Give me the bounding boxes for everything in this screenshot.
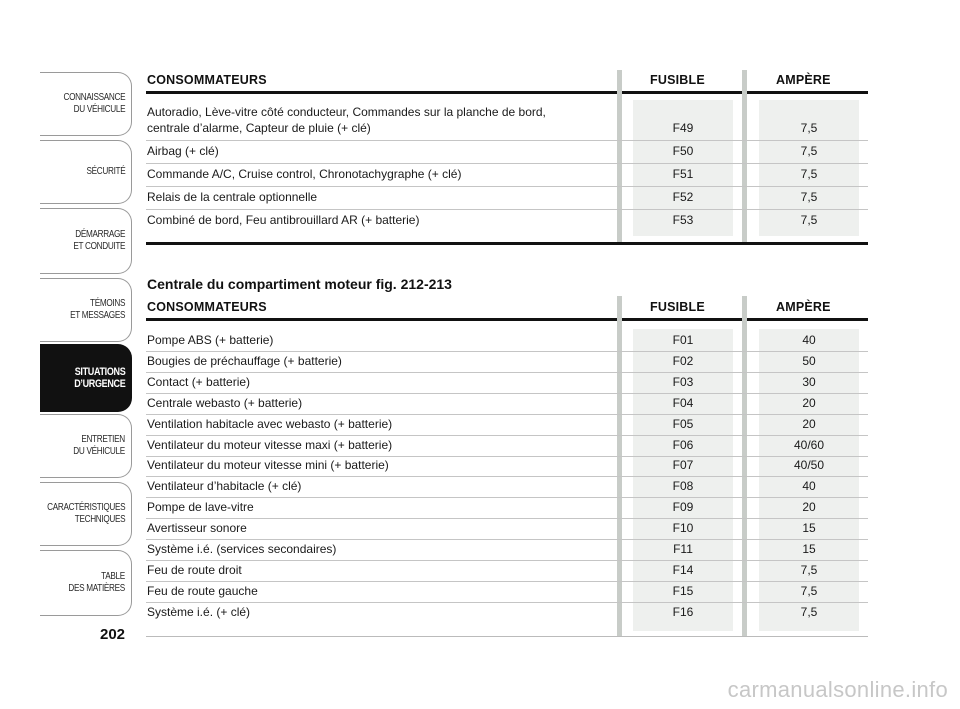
consumer-text: Système i.é. (+ clé) [147, 605, 251, 619]
fuse-cell: F07 [672, 458, 694, 472]
fuse-cell: F03 [672, 375, 694, 389]
ampere-cell: 40/50 [793, 458, 825, 472]
fuse-cell: F04 [672, 396, 694, 410]
consumer-text: Combiné de bord, Feu antibrouillard AR (+ batterie) [147, 213, 420, 227]
fuse-cell: F11 [673, 542, 693, 556]
row-divider [146, 518, 868, 519]
watermark: carmanualsonline.info [727, 677, 948, 702]
ampere-cell: 7,5 [800, 213, 818, 227]
ampere-cell: 40 [802, 479, 816, 493]
ampere-cell: 20 [802, 396, 816, 410]
ampere-cell: 7,5 [800, 584, 818, 598]
ampere-cell: 50 [802, 354, 816, 368]
ampere-cell: 7,5 [800, 167, 818, 181]
fuse-cell: F06 [672, 438, 694, 452]
tab-entretien-du-vehicule[interactable]: ENTRETIEN DU VÉHICULE [40, 414, 132, 478]
row-divider [146, 581, 868, 582]
row-divider [146, 351, 868, 352]
ampere-cell: 15 [802, 542, 816, 556]
consumer-text: Centrale webasto (+ batterie) [147, 396, 303, 410]
row-divider [146, 393, 868, 394]
consumer-text: Ventilateur d’habitacle (+ clé) [147, 479, 302, 493]
row-divider [146, 476, 868, 477]
column-separator [742, 70, 747, 242]
column-separator [617, 296, 622, 636]
header-rule [622, 91, 742, 94]
tab-securite[interactable]: SÉCURITÉ [40, 140, 132, 204]
ampere-cell: 7,5 [800, 605, 818, 619]
consumer-text: Ventilation habitacle avec webasto (+ batterie) [147, 417, 393, 431]
consumer-text: Airbag (+ clé) [147, 144, 219, 158]
fuse-cell: F02 [672, 354, 694, 368]
row-divider [146, 456, 868, 457]
ampere-cell: 40/60 [793, 438, 825, 452]
consumer-text: Pompe ABS (+ batterie) [147, 333, 274, 347]
ampere-cell: 7,5 [800, 144, 818, 158]
fuse-cell: F09 [672, 500, 694, 514]
fuse-cell: F16 [672, 605, 694, 619]
header-consumers: CONSOMMATEURS [147, 300, 267, 314]
fuse-cell: F15 [672, 584, 694, 598]
consumer-text: Autoradio, Lève-vitre côté conducteur, Commandes sur la planche de bord, [147, 105, 546, 119]
tab-demarrage-et-conduite[interactable]: DÉMARRAGE ET CONDUITE [40, 208, 132, 274]
tab-connaissance-du-vehicule[interactable]: CONNAISSANCE DU VÉHICULE [40, 72, 132, 136]
consumer-text: Relais de la centrale optionnelle [147, 190, 318, 204]
fuse-cell: F05 [672, 417, 694, 431]
fuse-cell: F49 [672, 121, 694, 135]
row-divider [146, 539, 868, 540]
ampere-cell: 20 [802, 500, 816, 514]
consumer-text: Feu de route gauche [147, 584, 258, 598]
header-rule [747, 91, 868, 94]
header-ampere: AMPÈRE [776, 300, 831, 314]
ampere-cell: 40 [802, 333, 816, 347]
page-number: 202 [100, 626, 126, 643]
consumer-text: Avertisseur sonore [147, 521, 247, 535]
fuse-cell: F14 [672, 563, 694, 577]
row-divider [146, 560, 868, 561]
ampere-cell: 7,5 [800, 121, 818, 135]
consumer-text: Pompe de lave-vitre [147, 500, 254, 514]
row-divider [146, 140, 868, 141]
fuse-cell: F50 [672, 144, 694, 158]
consumer-text: Contact (+ batterie) [147, 375, 251, 389]
fuse-cell: F01 [672, 333, 694, 347]
header-rule [146, 91, 617, 94]
ampere-cell: 15 [802, 521, 816, 535]
ampere-cell: 7,5 [800, 563, 818, 577]
fuse-cell: F53 [672, 213, 694, 227]
tab-caracteristiques-techniques[interactable]: CARACTÉRISTIQUES TECHNIQUES [40, 482, 132, 546]
header-rule [747, 318, 868, 321]
consumer-text: Ventilateur du moteur vitesse mini (+ batterie) [147, 458, 389, 472]
bottom-rule [146, 636, 868, 637]
header-rule [146, 318, 617, 321]
column-separator [742, 296, 747, 636]
column-separator [617, 70, 622, 242]
ampere-cell: 30 [802, 375, 816, 389]
consumer-text: centrale d’alarme, Capteur de pluie (+ clé) [147, 121, 371, 135]
tab-table-des-matieres[interactable]: TABLE DES MATIÈRES [40, 550, 132, 616]
tab-temoins-et-messages[interactable]: TÉMOINS ET MESSAGES [40, 278, 132, 342]
consumer-text: Système i.é. (services secondaires) [147, 542, 337, 556]
table-bottom-rule [146, 242, 868, 245]
tab-situations-d-urgence[interactable]: SITUATIONS D’URGENCE [40, 344, 132, 412]
header-ampere: AMPÈRE [776, 73, 831, 87]
row-divider [146, 497, 868, 498]
ampere-cell: 20 [802, 417, 816, 431]
header-consumers: CONSOMMATEURS [147, 73, 267, 87]
row-divider [146, 602, 868, 603]
fuse-cell: F10 [672, 521, 694, 535]
row-divider [146, 186, 868, 187]
consumer-text: Feu de route droit [147, 563, 242, 577]
row-divider [146, 435, 868, 436]
fuse-cell: F52 [672, 190, 694, 204]
header-rule [622, 318, 742, 321]
section-title: Centrale du compartiment moteur fig. 212-213 [147, 276, 452, 292]
consumer-text: Bougies de préchauffage (+ batterie) [147, 354, 342, 368]
row-divider [146, 163, 868, 164]
fuse-cell: F51 [672, 167, 694, 181]
ampere-cell: 7,5 [800, 190, 818, 204]
row-divider [146, 414, 868, 415]
fuse-cell: F08 [672, 479, 694, 493]
row-divider [146, 372, 868, 373]
header-fuse: FUSIBLE [650, 73, 705, 87]
consumer-text: Commande A/C, Cruise control, Chronotachygraphe (+ clé) [147, 167, 462, 181]
header-fuse: FUSIBLE [650, 300, 705, 314]
row-divider [146, 209, 868, 210]
consumer-text: Ventilateur du moteur vitesse maxi (+ batterie) [147, 438, 393, 452]
